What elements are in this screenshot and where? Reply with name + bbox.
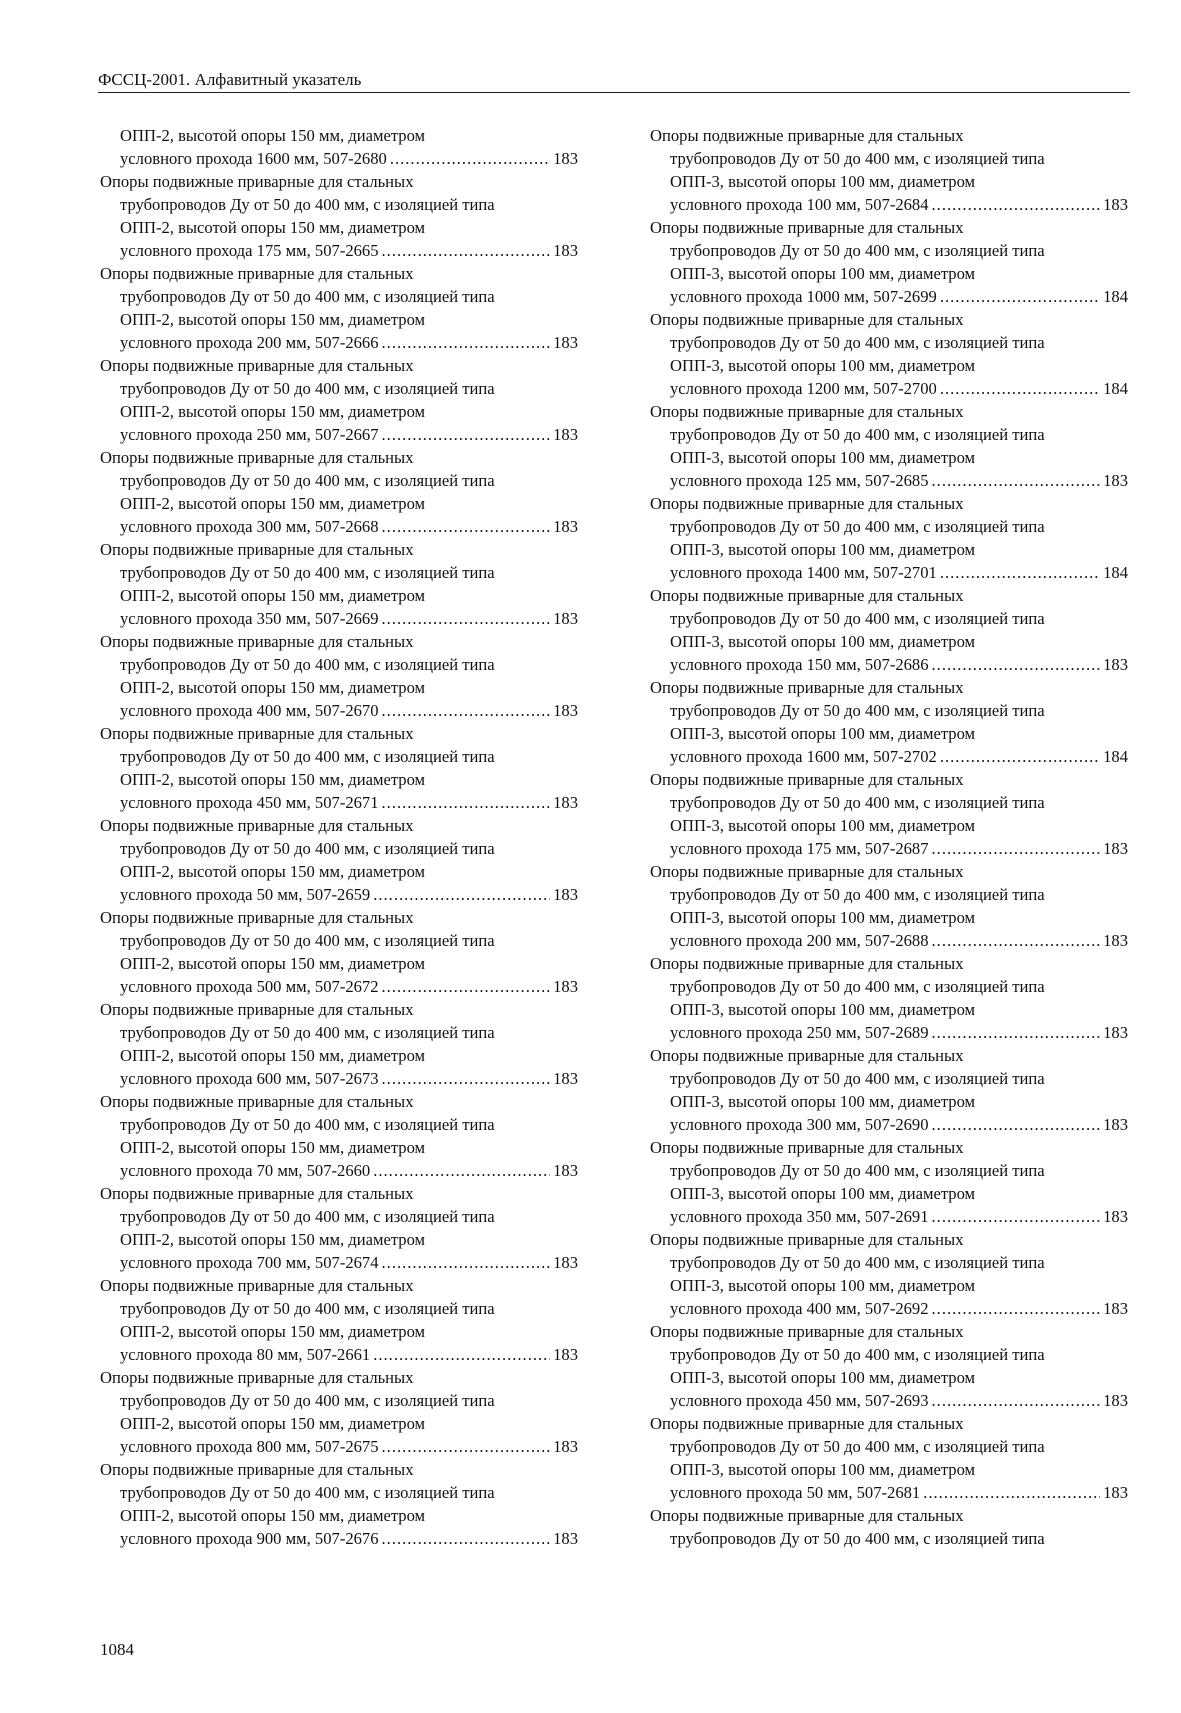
entry-heading: Опоры подвижные приварные для стальных — [650, 678, 964, 697]
dot-leader — [373, 1343, 550, 1366]
entry-page-ref: 183 — [553, 425, 578, 444]
entry-page-ref: 184 — [1103, 747, 1128, 766]
entry-text: трубопроводов Ду от 50 до 400 мм, с изоляцией типа — [670, 1437, 1045, 1456]
entry-text: условного прохода 70 мм, 507-2660 — [120, 1161, 371, 1180]
entry-text: ОПП-2, высотой опоры 150 мм, диаметром — [120, 862, 426, 881]
entry-text: трубопроводов Ду от 50 до 400 мм, с изоляцией типа — [120, 931, 495, 950]
entry-last-line — [650, 1297, 1128, 1320]
entry-heading: Опоры подвижные приварные для стальных — [650, 126, 964, 145]
entry-text: ОПП-3, высотой опоры 100 мм, диаметром — [670, 540, 976, 559]
entry-text: ОПП-2, высотой опоры 150 мм, диаметром — [120, 1322, 426, 1341]
entry-page-ref: 183 — [1103, 655, 1128, 674]
entry-heading: Опоры подвижные приварные для стальных — [100, 1092, 414, 1111]
entry-text: трубопроводов Ду от 50 до 400 мм, с изоляцией типа — [120, 1207, 495, 1226]
entry-text: условного прохода 100 мм, 507-2684 — [670, 195, 929, 214]
entry-text: условного прохода 800 мм, 507-2675 — [120, 1437, 379, 1456]
dot-leader — [390, 147, 550, 170]
entry-text: ОПП-3, высотой опоры 100 мм, диаметром — [670, 1092, 976, 1111]
entry-text: условного прохода 900 мм, 507-2676 — [120, 1529, 379, 1548]
entry-text: условного прохода 450 мм, 507-2671 — [120, 793, 379, 812]
entry-last-line — [650, 285, 1128, 308]
entry-last-line — [100, 1159, 578, 1182]
entry-heading: Опоры подвижные приварные для стальных — [100, 356, 414, 375]
entry-heading: Опоры подвижные приварные для стальных — [650, 1322, 964, 1341]
entry-text: трубопроводов Ду от 50 до 400 мм, с изоляцией типа — [670, 517, 1045, 536]
entry-last-line — [650, 561, 1128, 584]
index-entry — [100, 1182, 578, 1274]
entry-last-line — [650, 469, 1128, 492]
entry-text: условного прохода 250 мм, 507-2667 — [120, 425, 379, 444]
entry-text: трубопроводов Ду от 50 до 400 мм, с изоляцией типа — [670, 1529, 1045, 1548]
index-entry — [100, 998, 578, 1090]
index-entry — [650, 1412, 1128, 1504]
dot-leader — [382, 515, 551, 538]
entry-text: трубопроводов Ду от 50 до 400 мм, с изоляцией типа — [120, 1023, 495, 1042]
entry-page-ref: 183 — [553, 1253, 578, 1272]
index-entry — [650, 860, 1128, 952]
index-entry — [650, 400, 1128, 492]
index-entry — [100, 262, 578, 354]
index-entry — [100, 538, 578, 630]
entry-last-line — [100, 791, 578, 814]
entry-last-line — [100, 699, 578, 722]
index-entry — [100, 1458, 578, 1550]
entry-text: условного прохода 50 мм, 507-2681 — [670, 1483, 921, 1502]
entry-text: трубопроводов Ду от 50 до 400 мм, с изоляцией типа — [120, 195, 495, 214]
entry-last-line — [100, 1527, 578, 1550]
entry-page-ref: 183 — [1103, 1023, 1128, 1042]
dot-leader — [382, 423, 551, 446]
entry-page-ref: 183 — [553, 517, 578, 536]
entry-last-line — [650, 837, 1128, 860]
entry-page-ref: 183 — [553, 1345, 578, 1364]
index-entry — [650, 492, 1128, 584]
dot-leader — [382, 975, 551, 998]
entry-text: условного прохода 350 мм, 507-2691 — [670, 1207, 929, 1226]
entry-text: ОПП-2, высотой опоры 150 мм, диаметром — [120, 1230, 426, 1249]
entry-text: ОПП-2, высотой опоры 150 мм, диаметром — [120, 494, 426, 513]
entry-text: трубопроводов Ду от 50 до 400 мм, с изоляцией типа — [120, 563, 495, 582]
entry-last-line — [650, 1481, 1128, 1504]
entry-text: ОПП-2, высотой опоры 150 мм, диаметром — [120, 770, 426, 789]
dot-leader — [932, 1389, 1101, 1412]
entry-text: условного прохода 300 мм, 507-2690 — [670, 1115, 929, 1134]
dot-leader — [932, 1113, 1101, 1136]
entry-last-line — [100, 1251, 578, 1274]
entry-page-ref: 183 — [1103, 1391, 1128, 1410]
entry-text: ОПП-3, высотой опоры 100 мм, диаметром — [670, 724, 976, 743]
index-entry — [650, 216, 1128, 308]
index-entry — [650, 676, 1128, 768]
index-entry — [100, 1274, 578, 1366]
entry-text: трубопроводов Ду от 50 до 400 мм, с изоляцией типа — [670, 149, 1045, 168]
dot-leader — [940, 745, 1100, 768]
entry-page-ref: 183 — [553, 609, 578, 628]
entry-text: ОПП-3, высотой опоры 100 мм, диаметром — [670, 1000, 976, 1019]
entry-text: трубопроводов Ду от 50 до 400 мм, с изоляцией типа — [120, 379, 495, 398]
index-entry — [650, 1136, 1128, 1228]
dot-leader — [382, 331, 551, 354]
entry-page-ref: 183 — [1103, 1115, 1128, 1134]
entry-page-ref: 183 — [553, 149, 578, 168]
entry-text: трубопроводов Ду от 50 до 400 мм, с изоляцией типа — [670, 977, 1045, 996]
index-entry — [100, 1366, 578, 1458]
entry-heading: Опоры подвижные приварные для стальных — [100, 1184, 414, 1203]
entry-text: условного прохода 250 мм, 507-2689 — [670, 1023, 929, 1042]
entry-text: ОПП-2, высотой опоры 150 мм, диаметром — [120, 218, 426, 237]
entry-last-line — [650, 193, 1128, 216]
entry-text: условного прохода 200 мм, 507-2688 — [670, 931, 929, 950]
running-header: ФССЦ-2001. Алфавитный указатель — [98, 70, 1130, 93]
entry-heading: Опоры подвижные приварные для стальных — [650, 586, 964, 605]
entry-heading: Опоры подвижные приварные для стальных — [100, 724, 414, 743]
entry-last-line — [650, 1021, 1128, 1044]
entry-text: ОПП-3, высотой опоры 100 мм, диаметром — [670, 908, 976, 927]
index-entry — [100, 814, 578, 906]
entry-heading: Опоры подвижные приварные для стальных — [100, 816, 414, 835]
entry-text: ОПП-3, высотой опоры 100 мм, диаметром — [670, 1276, 976, 1295]
entry-text: ОПП-3, высотой опоры 100 мм, диаметром — [670, 448, 976, 467]
index-entry — [650, 1228, 1128, 1320]
index-entry — [650, 768, 1128, 860]
entry-text: трубопроводов Ду от 50 до 400 мм, с изоляцией типа — [670, 1345, 1045, 1364]
entry-heading: Опоры подвижные приварные для стальных — [100, 448, 414, 467]
index-entry — [100, 354, 578, 446]
entry-text: условного прохода 300 мм, 507-2668 — [120, 517, 379, 536]
index-entry — [100, 446, 578, 538]
entry-text: трубопроводов Ду от 50 до 400 мм, с изоляцией типа — [670, 1253, 1045, 1272]
entry-text: ОПП-3, высотой опоры 100 мм, диаметром — [670, 172, 976, 191]
entry-heading: Опоры подвижные приварные для стальных — [650, 218, 964, 237]
entry-page-ref: 183 — [553, 333, 578, 352]
entry-page-ref: 183 — [1103, 1483, 1128, 1502]
entry-text: трубопроводов Ду от 50 до 400 мм, с изоляцией типа — [670, 885, 1045, 904]
entry-heading: Опоры подвижные приварные для стальных — [100, 1460, 414, 1479]
entry-page-ref: 183 — [553, 1437, 578, 1456]
entry-heading: Опоры подвижные приварные для стальных — [100, 908, 414, 927]
dot-leader — [932, 469, 1101, 492]
entry-text: ОПП-2, высотой опоры 150 мм, диаметром — [120, 1046, 426, 1065]
entry-text: условного прохода 1000 мм, 507-2699 — [670, 287, 937, 306]
entry-text: условного прохода 50 мм, 507-2659 — [120, 885, 371, 904]
entry-heading: Опоры подвижные приварные для стальных — [650, 1506, 964, 1525]
dot-leader — [382, 1435, 551, 1458]
entry-heading: Опоры подвижные приварные для стальных — [650, 1230, 964, 1249]
entry-text: трубопроводов Ду от 50 до 400 мм, с изоляцией типа — [670, 241, 1045, 260]
entry-text: ОПП-2, высотой опоры 150 мм, диаметром — [120, 678, 426, 697]
entry-text: ОПП-2, высотой опоры 150 мм, диаметром — [120, 310, 426, 329]
index-entry — [100, 630, 578, 722]
dot-leader — [940, 377, 1100, 400]
entry-page-ref: 183 — [553, 885, 578, 904]
entry-page-ref: 183 — [1103, 1207, 1128, 1226]
entry-text: трубопроводов Ду от 50 до 400 мм, с изоляцией типа — [120, 471, 495, 490]
entry-text: ОПП-2, высотой опоры 150 мм, диаметром — [120, 402, 426, 421]
dot-leader — [373, 1159, 550, 1182]
entry-text: условного прохода 400 мм, 507-2692 — [670, 1299, 929, 1318]
entry-last-line — [100, 1067, 578, 1090]
entry-heading: Опоры подвижные приварные для стальных — [650, 1138, 964, 1157]
dot-leader — [932, 653, 1101, 676]
entry-page-ref: 183 — [553, 701, 578, 720]
entry-heading: Опоры подвижные приварные для стальных — [100, 1000, 414, 1019]
index-entry — [100, 1090, 578, 1182]
entry-heading: Опоры подвижные приварные для стальных — [650, 954, 964, 973]
index-entry — [650, 308, 1128, 400]
entry-text: трубопроводов Ду от 50 до 400 мм, с изоляцией типа — [120, 1483, 495, 1502]
index-entry — [100, 170, 578, 262]
entry-text: условного прохода 150 мм, 507-2686 — [670, 655, 929, 674]
entry-text: ОПП-3, высотой опоры 100 мм, диаметром — [670, 816, 976, 835]
entry-last-line — [100, 975, 578, 998]
dot-leader — [382, 791, 551, 814]
entry-last-line — [100, 423, 578, 446]
dot-leader — [382, 607, 551, 630]
dot-leader — [940, 285, 1100, 308]
entry-text: условного прохода 1400 мм, 507-2701 — [670, 563, 937, 582]
index-entry — [100, 722, 578, 814]
entry-text: трубопроводов Ду от 50 до 400 мм, с изоляцией типа — [120, 655, 495, 674]
page-number: 1084 — [100, 1640, 134, 1659]
dot-leader — [382, 1251, 551, 1274]
entry-last-line — [100, 147, 578, 170]
entry-text: ОПП-2, высотой опоры 150 мм, диаметром — [120, 126, 426, 145]
dot-leader — [382, 1527, 551, 1550]
dot-leader — [923, 1481, 1100, 1504]
entry-last-line — [100, 1435, 578, 1458]
entry-page-ref: 183 — [553, 241, 578, 260]
entry-heading: Опоры подвижные приварные для стальных — [100, 172, 414, 191]
entry-text: условного прохода 600 мм, 507-2673 — [120, 1069, 379, 1088]
entry-last-line — [100, 331, 578, 354]
dot-leader — [932, 1297, 1101, 1320]
index-entry — [100, 906, 578, 998]
entry-text: условного прохода 450 мм, 507-2693 — [670, 1391, 929, 1410]
entry-last-line — [650, 653, 1128, 676]
entry-last-line — [650, 1205, 1128, 1228]
dot-leader — [932, 929, 1101, 952]
dot-leader — [373, 883, 550, 906]
entry-last-line — [650, 1389, 1128, 1412]
entry-text: трубопроводов Ду от 50 до 400 мм, с изоляцией типа — [120, 839, 495, 858]
dot-leader — [382, 239, 551, 262]
entry-text: ОПП-3, высотой опоры 100 мм, диаметром — [670, 1184, 976, 1203]
entry-page-ref: 183 — [553, 1069, 578, 1088]
entry-text: условного прохода 80 мм, 507-2661 — [120, 1345, 371, 1364]
entry-page-ref: 184 — [1103, 379, 1128, 398]
dot-leader — [932, 1205, 1101, 1228]
entry-text: ОПП-2, высотой опоры 150 мм, диаметром — [120, 1138, 426, 1157]
dot-leader — [382, 699, 551, 722]
entry-text: условного прохода 200 мм, 507-2666 — [120, 333, 379, 352]
index-column-left — [100, 124, 578, 1550]
entry-text: трубопроводов Ду от 50 до 400 мм, с изоляцией типа — [670, 609, 1045, 628]
entry-text: ОПП-3, высотой опоры 100 мм, диаметром — [670, 1368, 976, 1387]
entry-page-ref: 183 — [1103, 1299, 1128, 1318]
entry-text: трубопроводов Ду от 50 до 400 мм, с изоляцией типа — [120, 287, 495, 306]
entry-text: условного прохода 1600 мм, 507-2702 — [670, 747, 937, 766]
entry-text: трубопроводов Ду от 50 до 400 мм, с изоляцией типа — [120, 1299, 495, 1318]
entry-heading: Опоры подвижные приварные для стальных — [100, 264, 414, 283]
entry-text: трубопроводов Ду от 50 до 400 мм, с изоляцией типа — [120, 1391, 495, 1410]
index-entry — [650, 1320, 1128, 1412]
entry-text: трубопроводов Ду от 50 до 400 мм, с изоляцией типа — [670, 1069, 1045, 1088]
entry-heading: Опоры подвижные приварные для стальных — [100, 632, 414, 651]
entry-text: условного прохода 175 мм, 507-2665 — [120, 241, 379, 260]
entry-page-ref: 184 — [1103, 287, 1128, 306]
entry-last-line — [100, 239, 578, 262]
entry-text: трубопроводов Ду от 50 до 400 мм, с изоляцией типа — [120, 747, 495, 766]
entry-text: трубопроводов Ду от 50 до 400 мм, с изоляцией типа — [670, 1161, 1045, 1180]
dot-leader — [940, 561, 1100, 584]
entry-heading: Опоры подвижные приварные для стальных — [650, 402, 964, 421]
entry-text: условного прохода 1200 мм, 507-2700 — [670, 379, 937, 398]
entry-text: условного прохода 400 мм, 507-2670 — [120, 701, 379, 720]
entry-heading: Опоры подвижные приварные для стальных — [100, 540, 414, 559]
entry-heading: Опоры подвижные приварные для стальных — [650, 1046, 964, 1065]
entry-text: трубопроводов Ду от 50 до 400 мм, с изоляцией типа — [670, 701, 1045, 720]
entry-last-line — [650, 745, 1128, 768]
entry-heading: Опоры подвижные приварные для стальных — [650, 862, 964, 881]
entry-text: ОПП-2, высотой опоры 150 мм, диаметром — [120, 1414, 426, 1433]
entry-text: ОПП-2, высотой опоры 150 мм, диаметром — [120, 586, 426, 605]
entry-page-ref: 183 — [1103, 471, 1128, 490]
dot-leader — [382, 1067, 551, 1090]
entry-last-line — [100, 607, 578, 630]
entry-text: условного прохода 500 мм, 507-2672 — [120, 977, 379, 996]
entry-text: трубопроводов Ду от 50 до 400 мм, с изоляцией типа — [120, 1115, 495, 1134]
index-entry — [650, 1504, 1128, 1550]
entry-text: ОПП-3, высотой опоры 100 мм, диаметром — [670, 264, 976, 283]
entry-last-line — [100, 1343, 578, 1366]
entry-heading: Опоры подвижные приварные для стальных — [650, 770, 964, 789]
entry-heading: Опоры подвижные приварные для стальных — [650, 310, 964, 329]
entry-last-line — [650, 377, 1128, 400]
entry-text: условного прохода 175 мм, 507-2687 — [670, 839, 929, 858]
entry-page-ref: 183 — [1103, 931, 1128, 950]
entry-page-ref: 184 — [1103, 563, 1128, 582]
dot-leader — [932, 193, 1101, 216]
entry-last-line — [100, 883, 578, 906]
entry-text: условного прохода 700 мм, 507-2674 — [120, 1253, 379, 1272]
index-entry — [650, 584, 1128, 676]
entry-page-ref: 183 — [553, 977, 578, 996]
entry-last-line — [100, 515, 578, 538]
entry-page-ref: 183 — [1103, 839, 1128, 858]
entry-text: трубопроводов Ду от 50 до 400 мм, с изоляцией типа — [670, 793, 1045, 812]
index-column-right — [650, 124, 1128, 1550]
entry-text: условного прохода 125 мм, 507-2685 — [670, 471, 929, 490]
entry-heading: Опоры подвижные приварные для стальных — [100, 1368, 414, 1387]
entry-text: условного прохода 350 мм, 507-2669 — [120, 609, 379, 628]
entry-text: трубопроводов Ду от 50 до 400 мм, с изоляцией типа — [670, 425, 1045, 444]
index-entry — [100, 124, 578, 170]
entry-text: ОПП-3, высотой опоры 100 мм, диаметром — [670, 632, 976, 651]
entry-page-ref: 183 — [553, 793, 578, 812]
entry-text: трубопроводов Ду от 50 до 400 мм, с изоляцией типа — [670, 333, 1045, 352]
entry-last-line — [650, 1113, 1128, 1136]
index-entry — [650, 952, 1128, 1044]
entry-text: ОПП-2, высотой опоры 150 мм, диаметром — [120, 1506, 426, 1525]
entry-page-ref: 183 — [553, 1529, 578, 1548]
dot-leader — [932, 837, 1101, 860]
entry-text: ОПП-2, высотой опоры 150 мм, диаметром — [120, 954, 426, 973]
dot-leader — [932, 1021, 1101, 1044]
entry-text: ОПП-3, высотой опоры 100 мм, диаметром — [670, 356, 976, 375]
index-entry — [650, 1044, 1128, 1136]
entry-page-ref: 183 — [1103, 195, 1128, 214]
entry-heading: Опоры подвижные приварные для стальных — [100, 1276, 414, 1295]
entry-text: условного прохода 1600 мм, 507-2680 — [120, 149, 387, 168]
entry-text: ОПП-3, высотой опоры 100 мм, диаметром — [670, 1460, 976, 1479]
entry-last-line — [650, 929, 1128, 952]
entry-page-ref: 183 — [553, 1161, 578, 1180]
index-entry — [650, 124, 1128, 216]
entry-heading: Опоры подвижные приварные для стальных — [650, 1414, 964, 1433]
entry-heading: Опоры подвижные приварные для стальных — [650, 494, 964, 513]
